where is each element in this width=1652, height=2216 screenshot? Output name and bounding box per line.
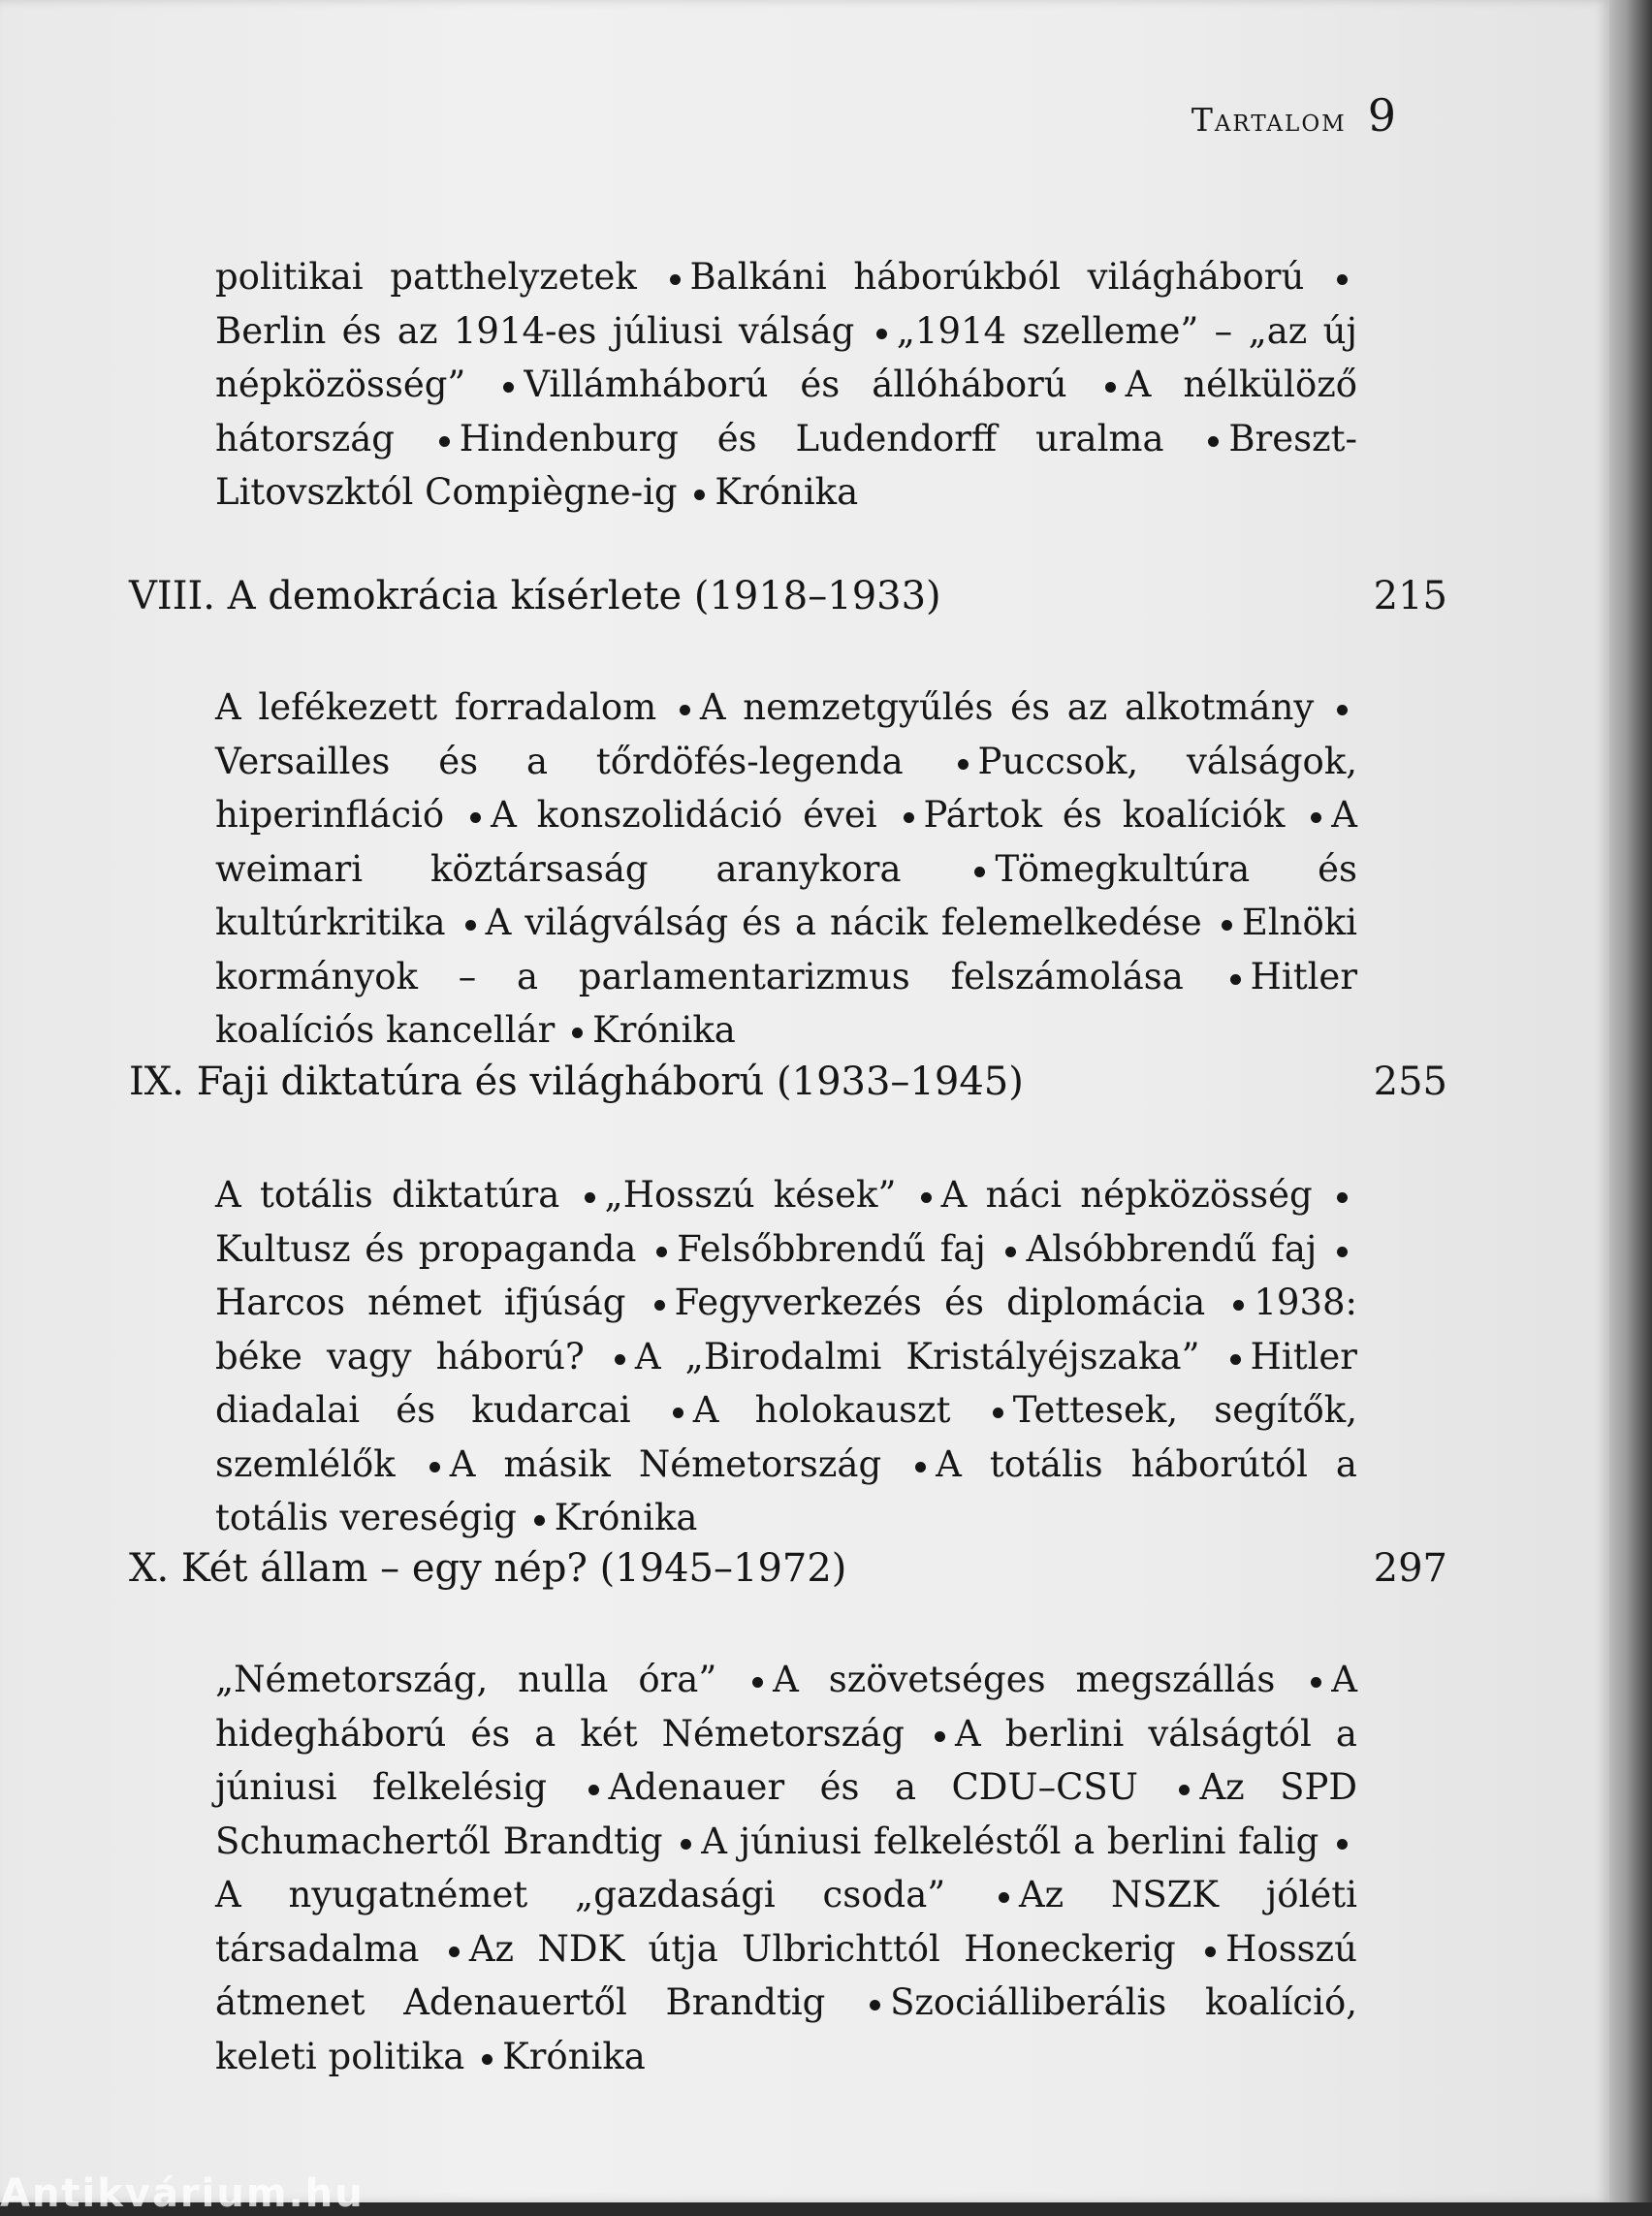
bullet-separator — [615, 1354, 625, 1365]
topic-item: Felsőbbrendű faj — [677, 1227, 986, 1270]
bullet-separator — [656, 1247, 667, 1257]
bullet-separator — [534, 1515, 545, 1526]
bullet-separator — [993, 1408, 1003, 1418]
bullet-separator — [670, 274, 681, 285]
topic-item: Hosszú átmenet Adenauertől Brandtig — [215, 1927, 1357, 2023]
topic-item: Krónika — [715, 471, 859, 513]
bullet-separator — [1230, 1354, 1241, 1365]
bullet-separator — [1005, 1247, 1016, 1257]
running-header — [1191, 89, 1396, 142]
topic-item: Szociálliberális koalíció, keleti politika — [215, 1981, 1357, 2077]
bullet-separator — [429, 1462, 440, 1472]
chapter-title: X. Két állam – egy nép? (1945–1972) — [129, 1546, 847, 1591]
bullet-separator — [1222, 920, 1232, 931]
topic-item: Hitler diadalai és kudarcai — [215, 1335, 1357, 1431]
topic-item: A konszolidáció évei — [491, 794, 877, 836]
bullet-separator — [1233, 1300, 1244, 1311]
bullet-separator — [1208, 436, 1219, 447]
topic-item: Elnöki kormányok – a parlamentarizmus felszámolása — [215, 902, 1358, 997]
bullet-separator — [999, 1892, 1009, 1903]
bullet-separator — [470, 812, 481, 823]
topic-item: A lefékezett forradalom — [215, 686, 657, 728]
chapter-vii-description — [215, 250, 1357, 520]
topic-item: Az NSZK jóléti társadalma — [215, 1874, 1357, 1970]
topic-item: A totális diktatúra — [215, 1174, 560, 1216]
bullet-separator — [449, 1947, 460, 1957]
topic-item: Villámháború és állóháború — [524, 364, 1067, 405]
topic-item: Kultusz és propaganda — [215, 1227, 637, 1270]
chapter-page-number: 215 — [1373, 574, 1447, 618]
topic-item: politikai patthelyzetek — [215, 256, 637, 298]
bullet-separator — [585, 1192, 595, 1203]
topic-item: A „Birodalmi Kristályéjszaka” — [634, 1335, 1200, 1377]
watermark: Antikvárium.hu — [0, 2171, 365, 2216]
bullet-separator — [1205, 1947, 1216, 1957]
topic-item: Breszt-Litovszktól Compiègne-ig — [215, 417, 1357, 513]
chapter-page-number: 297 — [1373, 1546, 1447, 1591]
topic-item: A hidegháború és a két Németország — [215, 1659, 1358, 1755]
topic-item: Krónika — [592, 1009, 736, 1051]
topic-item: „1914 szelleme” – „az új népközösség” — [215, 309, 1357, 405]
bullet-separator — [465, 920, 476, 931]
topic-item: A nélkülöző hátország — [215, 364, 1358, 459]
topic-item: Fegyverkezés és diplomácia — [674, 1282, 1206, 1323]
bullet-separator — [654, 1300, 665, 1311]
topic-item: Tömegkultúra és kultúrkritika — [215, 847, 1357, 943]
bullet-separator — [694, 490, 705, 500]
bullet-separator — [673, 1408, 683, 1418]
page-edge — [1609, 0, 1652, 2202]
topic-item: A náci népközösség — [940, 1174, 1313, 1216]
topic-item: Pártok és koalíciók — [923, 794, 1286, 836]
bullet-separator — [1337, 1839, 1348, 1850]
bullet-separator — [503, 382, 514, 393]
topic-item: A másik Németország — [449, 1442, 882, 1485]
bullet-separator — [876, 329, 887, 339]
chapter-x-description — [215, 1653, 1357, 2083]
bullet-separator — [482, 2054, 492, 2065]
bullet-separator — [1230, 974, 1241, 985]
bullet-separator — [915, 1462, 926, 1472]
topic-item: Krónika — [554, 1497, 698, 1538]
topic-item: 1938: béke vagy háború? — [215, 1282, 1357, 1377]
chapter-title: VIII. A demokrácia kísérlete (1918–1933) — [129, 574, 941, 618]
topic-item: Berlin és az 1914-es júliusi válság — [215, 309, 855, 352]
bullet-separator — [1337, 274, 1348, 285]
bullet-separator — [1311, 1677, 1321, 1688]
bullet-separator — [752, 1677, 763, 1688]
topic-item: A berlini válságtól a júniusi felkelésig — [215, 1712, 1357, 1808]
topic-item: Alsóbbrendű faj — [1026, 1227, 1318, 1270]
bullet-separator — [1337, 705, 1348, 715]
bullet-separator — [1105, 382, 1116, 393]
bullet-separator — [680, 705, 690, 715]
topic-item: Adenauer és a CDU–CSU — [608, 1766, 1138, 1808]
bullet-separator — [870, 2000, 880, 2010]
header-page-number: 9 — [1367, 89, 1396, 142]
topic-item: A júniusi felkeléstől a berlini falig — [701, 1820, 1319, 1862]
chapter-title: IX. Faji diktatúra és világháború (1933–1945) — [129, 1060, 1024, 1104]
bullet-separator — [958, 759, 969, 770]
topic-item: „Hosszú kések” — [604, 1174, 897, 1216]
bullet-separator — [588, 1785, 599, 1795]
bullet-separator — [921, 1192, 932, 1203]
topic-item: Puccsok, válságok, hiperinfláció — [215, 740, 1357, 836]
topic-item: Balkáni háborúkból világháború — [689, 256, 1305, 298]
topic-item: A holokauszt — [692, 1389, 951, 1431]
topic-item: Harcos német ifjúság — [215, 1282, 626, 1323]
bullet-separator — [904, 812, 914, 823]
bullet-separator — [681, 1839, 691, 1850]
bullet-separator — [1311, 812, 1321, 823]
chapter-viii-description — [215, 681, 1357, 1058]
header-title: Tartalom — [1191, 101, 1347, 139]
topic-item: Versailles és a tőrdöfés-legenda — [215, 740, 904, 782]
topic-item: A világválság és a nácik felemelkedése — [485, 902, 1202, 943]
topic-item: Hindenburg és Ludendorff uralma — [459, 417, 1164, 459]
topic-item: A szövetséges megszállás — [773, 1659, 1276, 1700]
topic-item: Az NDK útja Ulbrichttól Honeckerig — [468, 1927, 1176, 1970]
bullet-separator — [572, 1028, 583, 1038]
topic-item: Krónika — [502, 2035, 646, 2077]
topic-item: Hitler koalíciós kancellár — [215, 955, 1358, 1051]
topic-item: Tettesek, segítők, szemlélők — [215, 1389, 1357, 1485]
topic-item: „Németország, nulla óra” — [215, 1659, 717, 1700]
bullet-separator — [974, 867, 985, 877]
chapter-page-number: 255 — [1373, 1060, 1447, 1104]
bullet-separator — [1337, 1192, 1348, 1203]
topic-item: A weimari köztársaság aranykora — [215, 794, 1357, 890]
bullet-separator — [935, 1731, 945, 1742]
bullet-separator — [1179, 1785, 1190, 1795]
bullet-separator — [1337, 1247, 1348, 1257]
topic-item: Az SPD Schumachertől Brandtig — [215, 1766, 1358, 1862]
bullet-separator — [439, 436, 450, 447]
topic-item: A nemzetgyűlés és az alkotmány — [699, 686, 1315, 728]
topic-item: A totális háborútól a totális vereségig — [215, 1442, 1357, 1538]
topic-item: A nyugatnémet „gazdasági csoda” — [215, 1874, 946, 1915]
chapter-ix-description — [215, 1168, 1357, 1545]
